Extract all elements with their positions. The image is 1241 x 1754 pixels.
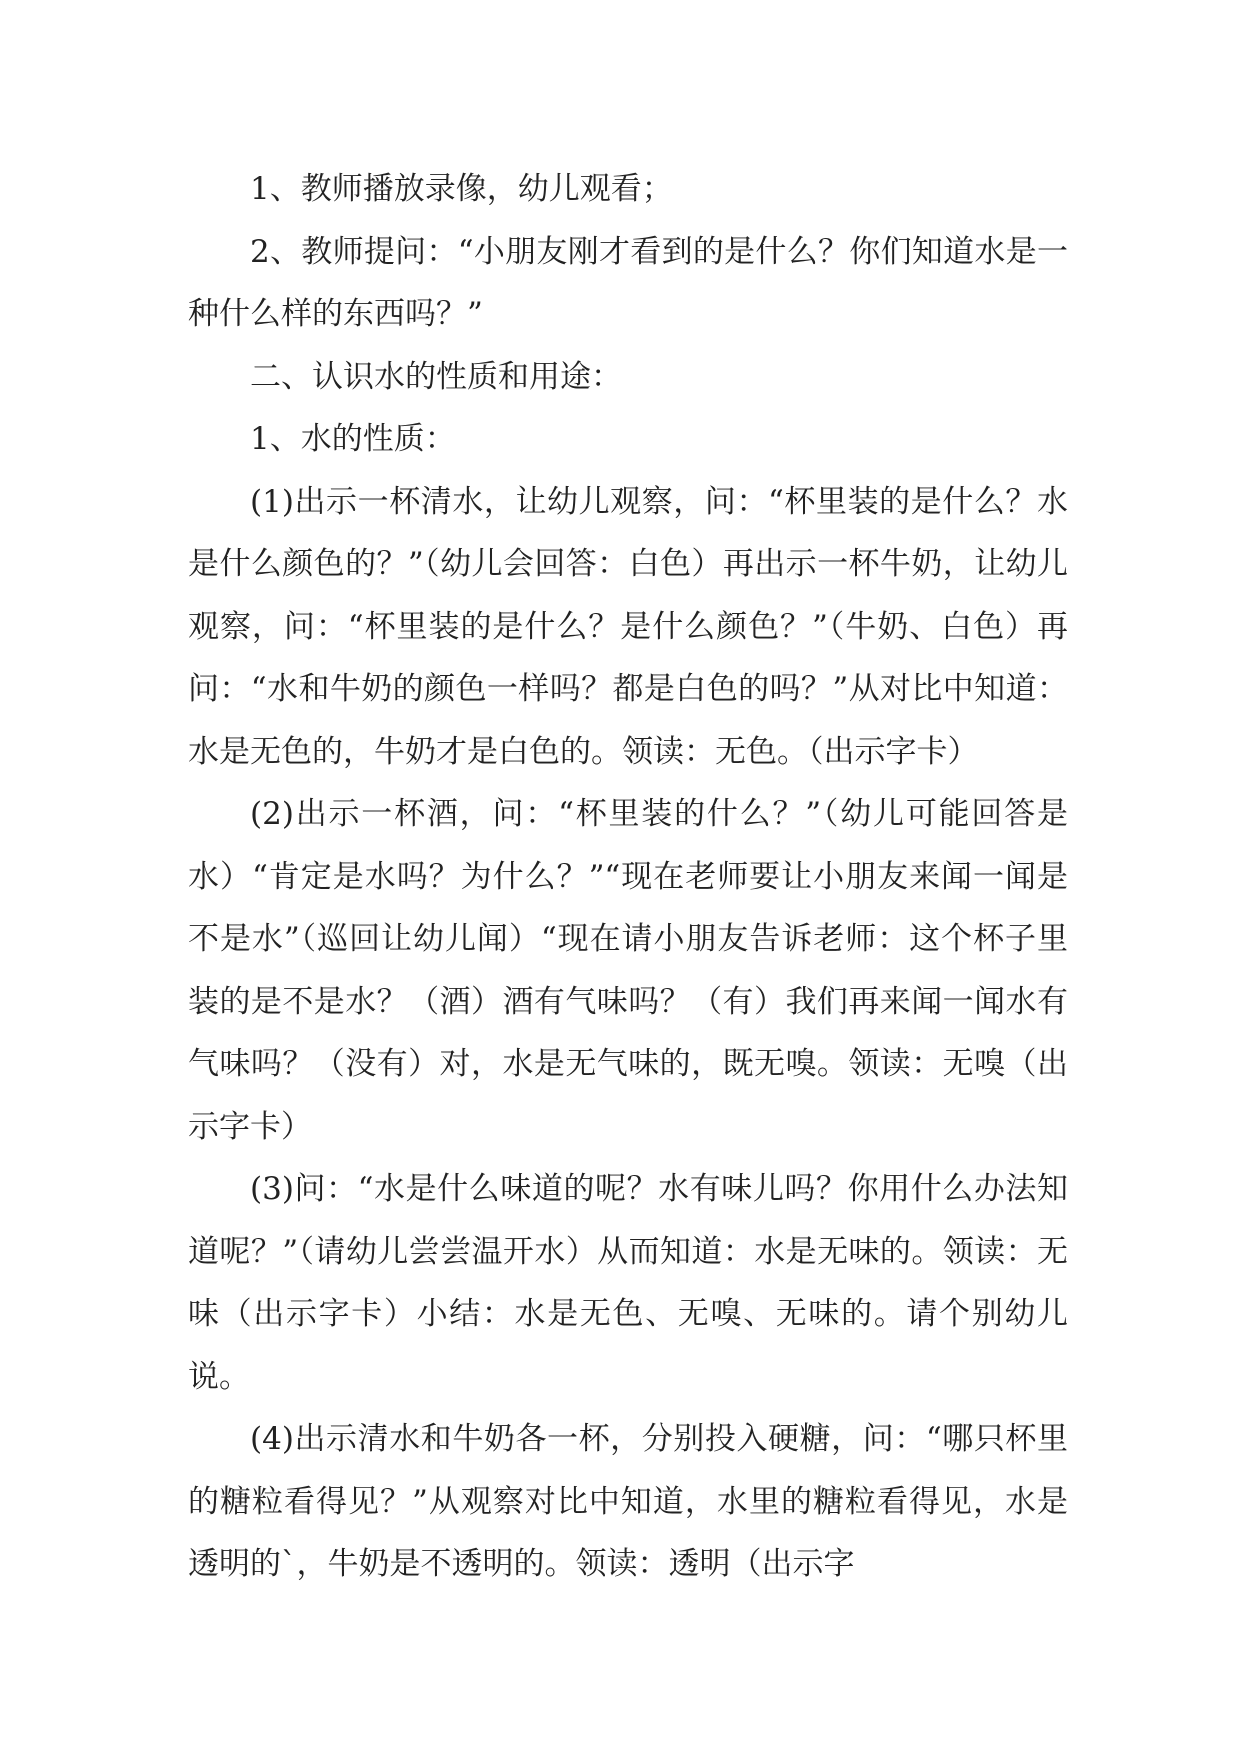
paragraph-item-1: (1)出示一杯清水，让幼儿观察，问：“杯里装的是什么？水是什么颜色的？”（幼儿会回答：白色）再出示一杯牛奶，让幼儿观察，问：“杯里装的是什么？是什么颜色？”（牛奶、白色）再问：“水和牛奶的颜色一样吗？都是白色的吗？”从对比中知道：水是无色的，牛奶才是白色的。领读：无色。（出示字卡） bbox=[188, 483, 1068, 770]
paragraph-item-2: (2)出示一杯酒，问：“杯里装的什么？”（幼儿可能回答是水）“肯定是水吗？为什么？”“现在老师要让小朋友来闻一闻是不是水”（巡回让幼儿闻）“现在请小朋友告诉老师：这个杯子里装的是不是水？（酒）酒有气味吗？（有）我们再来闻一闻水有气味吗？（没有）对，水是无气味的，既无嗅。领读：无嗅（出示字卡） bbox=[188, 796, 1068, 1145]
paragraph-step-2: 2、教师提问：“小朋友刚才看到的是什么？你们知道水是一种什么样的东西吗？” bbox=[188, 233, 1068, 332]
paragraph-step-1: 1、教师播放录像，幼儿观看； bbox=[250, 171, 673, 207]
section-heading: 二、认识水的性质和用途： bbox=[250, 358, 622, 395]
paragraph-item-3: (3)问：“水是什么味道的呢？水有味儿吗？你用什么办法知道呢？”（请幼儿尝尝温开水）从而知道：水是无味的。领读：无味（出示字卡）小结：水是无色、无嗅、无味的。请个别幼儿说。 bbox=[188, 1171, 1068, 1395]
document-body bbox=[188, 158, 1068, 1596]
paragraph-item-4: (4)出示清水和牛奶各一杯，分别投入硬糖，问：“哪只杯里的糖粒看得见？”从观察对比中知道，水里的糖粒看得见，水是透明的`，牛奶是不透明的。领读：透明（出示字 bbox=[188, 1421, 1068, 1582]
subsection-heading: 1、水的性质： bbox=[250, 421, 456, 457]
